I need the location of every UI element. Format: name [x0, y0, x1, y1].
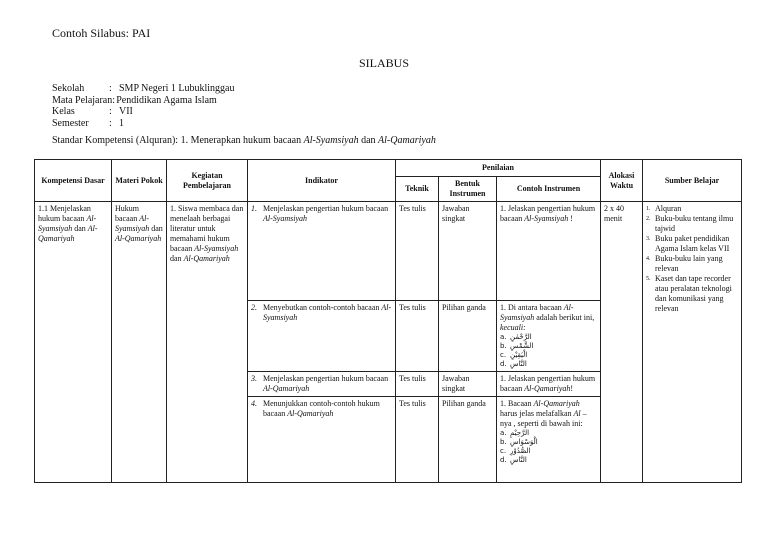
- contoh-text: 1. Di antara bacaan: [500, 303, 564, 312]
- header-alokasi-waktu: Alokasi Waktu: [601, 160, 643, 202]
- meta-colon: :: [109, 83, 112, 94]
- indikator-term: Al-Syamsiyah: [263, 214, 307, 223]
- option-item: [500, 360, 597, 369]
- meta-colon: :: [109, 106, 112, 118]
- sk-term: Al-Syamsiyah: [303, 135, 359, 146]
- header-sumber-belajar: Sumber Belajar: [643, 160, 742, 202]
- contoh-text: 1. Jelaskan pengertian hukum bacaan: [500, 374, 596, 393]
- indikator-text: Menjelaskan pengertian hukum bacaan: [263, 204, 389, 213]
- meta-value: SMP Negeri 1 Lubuklinggau: [119, 83, 235, 94]
- list-text: Buku-buku lain yang relevan: [655, 254, 723, 273]
- indikator-term: Al-Syamsiyah: [263, 303, 392, 322]
- option-item: [500, 351, 597, 360]
- meta-key: Kelas: [52, 106, 75, 118]
- materi-term: Al-Qamariyah: [115, 234, 162, 243]
- option-arabic: النَّاسِ: [510, 456, 527, 464]
- document-label: Contoh Silabus: PAI: [52, 26, 151, 40]
- kegiatan-term: Al-Syamsiyah: [194, 244, 239, 253]
- indikator-number: 2.: [251, 303, 257, 312]
- option-item: [500, 438, 597, 447]
- option-item: [500, 342, 597, 351]
- contoh-term: Al-Syamsiyah: [500, 303, 574, 322]
- kegiatan-text: 1. Siswa membaca dan menelaah berbagai literatur untuk memahami hukum bacaan: [170, 204, 244, 253]
- option-arabic: الشَّمْسِ: [510, 342, 534, 350]
- option-letter: a.: [500, 333, 507, 341]
- meta-colon: :: [109, 117, 112, 129]
- option-arabic: الرَّحْمٰنِ: [510, 333, 532, 341]
- kegiatan-term: Al-Qamariyah: [183, 254, 230, 263]
- header-penilaian: Penilaian: [396, 160, 601, 177]
- meta-value: 1: [119, 117, 124, 129]
- header-teknik: Teknik: [396, 177, 439, 202]
- option-item: [500, 333, 597, 342]
- indikator-cell: [248, 397, 396, 483]
- sk-term: Al-Qamariyah: [378, 135, 436, 146]
- sk-text: dan: [358, 135, 379, 146]
- option-letter: b.: [500, 342, 507, 350]
- syllabus-table: [34, 159, 742, 483]
- indikator-term: Al-Qamariyah: [287, 409, 334, 418]
- option-letter: d.: [500, 456, 507, 464]
- teknik-cell: Tes tulis: [396, 372, 439, 397]
- teknik-cell: Tes tulis: [396, 301, 439, 372]
- contoh-term: Al-Qamariyah: [524, 384, 571, 393]
- list-number: 3.: [646, 236, 651, 242]
- list-number: 1.: [646, 206, 651, 212]
- option-arabic: الْيَقِيْنِ: [510, 351, 528, 359]
- contoh-cell: [497, 397, 601, 483]
- option-arabic: الصُّدُوْرِ: [510, 447, 531, 455]
- contoh-text: adalah berikut ini,: [534, 313, 595, 322]
- option-arabic: الرَّحِيْمِ: [510, 429, 530, 437]
- meta-key: Semester: [52, 117, 89, 129]
- indikator-text: Menyebutkan contoh-contoh bacaan: [263, 303, 382, 312]
- bentuk-cell: Jawaban singkat: [439, 202, 497, 301]
- sumber-cell: [643, 202, 742, 483]
- header-bentuk: Bentuk Instrumen: [439, 177, 497, 202]
- option-letter: c.: [500, 351, 507, 359]
- bentuk-cell: Pilihan ganda: [439, 301, 497, 372]
- option-letter: d.: [500, 360, 507, 368]
- indikator-term: Al-Qamariyah: [263, 384, 310, 393]
- contoh-cell: [497, 372, 601, 397]
- indikator-number: 4.: [251, 399, 257, 408]
- indikator-cell: [248, 301, 396, 372]
- meta-row-semester: [52, 118, 234, 130]
- option-letter: b.: [500, 438, 507, 446]
- kd-text: dan: [72, 224, 88, 233]
- kegiatan-cell: [167, 202, 248, 483]
- teknik-cell: Tes tulis: [396, 202, 439, 301]
- header-kegiatan: Kegiatan Pembelajaran: [167, 160, 248, 202]
- indikator-cell: [248, 372, 396, 397]
- header-row: [35, 160, 742, 177]
- list-item: [646, 214, 738, 234]
- contoh-text: !: [568, 214, 573, 223]
- standar-kompetensi: [52, 135, 436, 146]
- contoh-text: 1. Jelaskan pengertian hukum bacaan: [500, 204, 596, 223]
- kd-cell: [35, 202, 112, 483]
- option-item: [500, 447, 597, 456]
- option-letter: a.: [500, 429, 507, 437]
- contoh-cell: [497, 301, 601, 372]
- table-row: [35, 202, 742, 301]
- contoh-term: Al-Qamariyah: [533, 399, 580, 408]
- contoh-text: –nya , seperti di bawah ini:: [500, 409, 587, 428]
- list-number: 4.: [646, 256, 651, 262]
- list-item: [646, 234, 738, 254]
- meta-value: Pendidikan Agama Islam: [116, 94, 217, 106]
- list-text: Buku paket pendidikan Agama Islam kelas VII: [655, 234, 730, 253]
- option-letter: c.: [500, 447, 507, 455]
- header-materi-pokok: Materi Pokok: [112, 160, 167, 202]
- sk-text: Standar Kompetensi (Alquran): 1. Menerapkan hukum bacaan: [52, 135, 304, 146]
- contoh-text: 1. Bacaan: [500, 399, 534, 408]
- contoh-term: kecuali:: [500, 323, 526, 332]
- meta-key: Sekolah: [52, 83, 85, 94]
- option-item: [500, 429, 597, 438]
- contoh-text: !: [570, 384, 574, 393]
- materi-term: Al-Syamsiyah: [115, 214, 150, 233]
- list-item: [646, 274, 738, 314]
- meta-row-kelas: [52, 106, 234, 118]
- list-text: Buku-buku tentang ilmu tajwid: [655, 214, 734, 233]
- list-item: [646, 204, 738, 214]
- materi-text: dan: [149, 224, 163, 233]
- header-indikator: Indikator: [248, 160, 396, 202]
- indikator-text: Menjelaskan pengertian hukum bacaan: [263, 374, 389, 383]
- kd-text: 1.1 Menjelaskan hukum bacaan: [38, 204, 91, 223]
- meta-row-sekolah: [52, 83, 234, 95]
- page-title: SILABUS: [358, 56, 409, 70]
- indikator-number: 3.: [251, 374, 257, 383]
- materi-cell: [112, 202, 167, 483]
- list-item: [646, 254, 738, 274]
- kd-term: Al-Syamsiyah: [38, 214, 97, 233]
- materi-text: Hukum bacaan: [115, 204, 140, 223]
- alokasi-cell: 2 x 40 menit: [601, 202, 643, 483]
- contoh-text: harus jelas melafalkan: [500, 409, 574, 418]
- indikator-text: Menunjukkan contoh-contoh hukum bacaan: [263, 399, 380, 418]
- meta-value: VII: [119, 106, 133, 118]
- header-contoh: Contoh Instrumen: [497, 177, 601, 202]
- kd-term: Al-Qamariyah: [38, 224, 98, 243]
- list-number: 5.: [646, 276, 651, 282]
- header-kompetensi-dasar: Kompetensi Dasar: [35, 160, 112, 202]
- indikator-cell: [248, 202, 396, 301]
- kegiatan-text: dan: [170, 254, 184, 263]
- contoh-term: Al-Syamsiyah: [524, 214, 569, 223]
- document-meta: [52, 83, 234, 129]
- list-number: 2.: [646, 216, 651, 222]
- indikator-number: 1.: [251, 204, 257, 213]
- sumber-list: [646, 204, 738, 314]
- bentuk-cell: Pilihan ganda: [439, 397, 497, 483]
- meta-colon: :: [112, 94, 116, 106]
- contoh-term: Al: [573, 409, 581, 418]
- meta-row-mapel: [52, 95, 234, 107]
- option-arabic: النَّاسِ: [510, 360, 527, 368]
- contoh-cell: [497, 202, 601, 301]
- bentuk-cell: Jawaban singkat: [439, 372, 497, 397]
- option-arabic: الْوَسْوَاسِ: [510, 438, 538, 446]
- meta-key: Mata Pelajaran: [52, 94, 113, 106]
- teknik-cell: Tes tulis: [396, 397, 439, 483]
- option-item: [500, 456, 597, 465]
- list-text: Alquran: [655, 204, 682, 213]
- list-text: Kaset dan tape recorder atau peralatan teknologi dan komunikasi yang relevan: [655, 274, 732, 313]
